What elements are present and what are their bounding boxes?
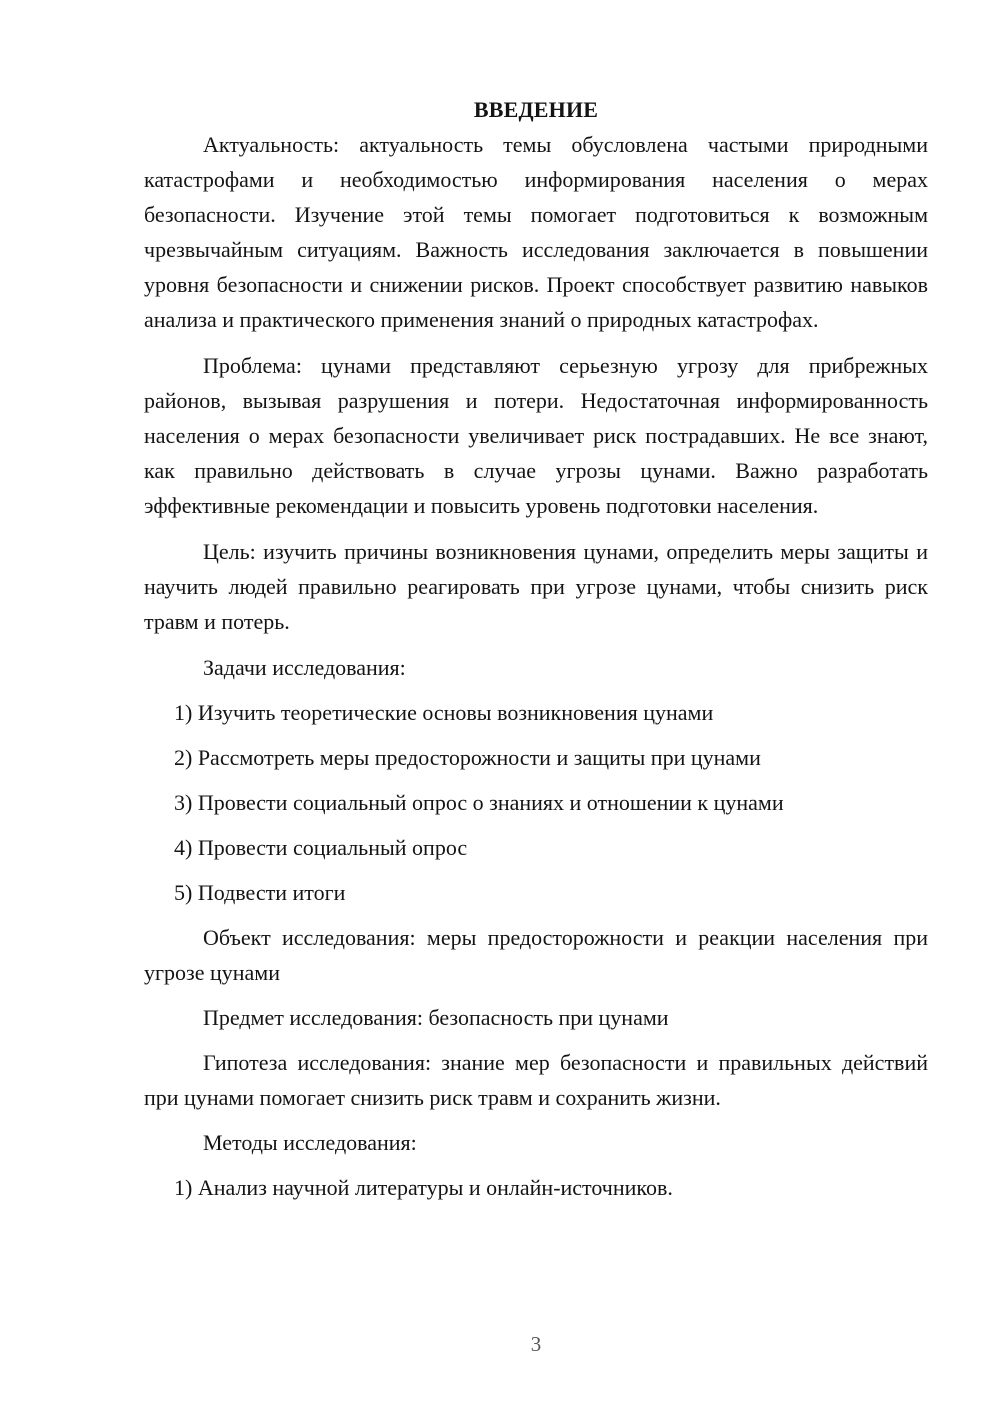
methods-list — [144, 1170, 928, 1205]
tasks-heading: Задачи исследования: — [203, 655, 406, 680]
hypothesis-paragraph: Гипотеза исследования: знание мер безопасности и правильных действий при цунами помогает снизить риск травм и сохранить жизни. — [144, 1050, 928, 1110]
relevance-paragraph: Актуальность: актуальность темы обусловлена частыми природными катастрофами и необходимостью информирования населения о мерах безопасности. Изучение этой темы помогает подготовиться к возможным чрезвычайным ситуациям. Важность исследования заключается в повышении уровня безопасности и снижении рисков. Проект способствует развитию навыков анализа и практического применения знаний о природных катастрофах. — [144, 132, 928, 332]
problem-paragraph: Проблема: цунами представляют серьезную угрозу для прибрежных районов, вызывая разрушения и потери. Недостаточная информированность населения о мерах безопасности увеличивает риск пострадавших. Не все знают, как правильно действовать в случае угрозы цунами. Важно разработать эффективные рекомендации и повысить уровень подготовки населения. — [144, 353, 928, 518]
page-number: 3 — [530, 1332, 542, 1356]
goal-paragraph: Цель: изучить причины возникновения цунами, определить меры защиты и научить людей правильно реагировать при угрозе цунами, чтобы снизить риск травм и потерь. — [144, 539, 928, 634]
list-item: 4) Провести социальный опрос — [174, 835, 468, 860]
list-item: 1) Изучить теоретические основы возникновения цунами — [174, 700, 714, 725]
document-page — [144, 92, 928, 1205]
list-item: 2) Рассмотреть меры предосторожности и защиты при цунами — [174, 745, 761, 770]
page-title: ВВЕДЕНИЕ — [473, 97, 599, 122]
tasks-list — [144, 695, 928, 910]
methods-heading: Методы исследования: — [203, 1130, 417, 1155]
object-paragraph: Объект исследования: меры предосторожности и реакции населения при угрозе цунами — [144, 925, 928, 985]
list-item: 5) Подвести итоги — [174, 880, 346, 905]
list-item: 3) Провести социальный опрос о знаниях и отношении к цунами — [174, 790, 784, 815]
list-item: 1) Анализ научной литературы и онлайн-источников. — [174, 1175, 673, 1200]
subject-paragraph: Предмет исследования: безопасность при цунами — [203, 1005, 669, 1030]
